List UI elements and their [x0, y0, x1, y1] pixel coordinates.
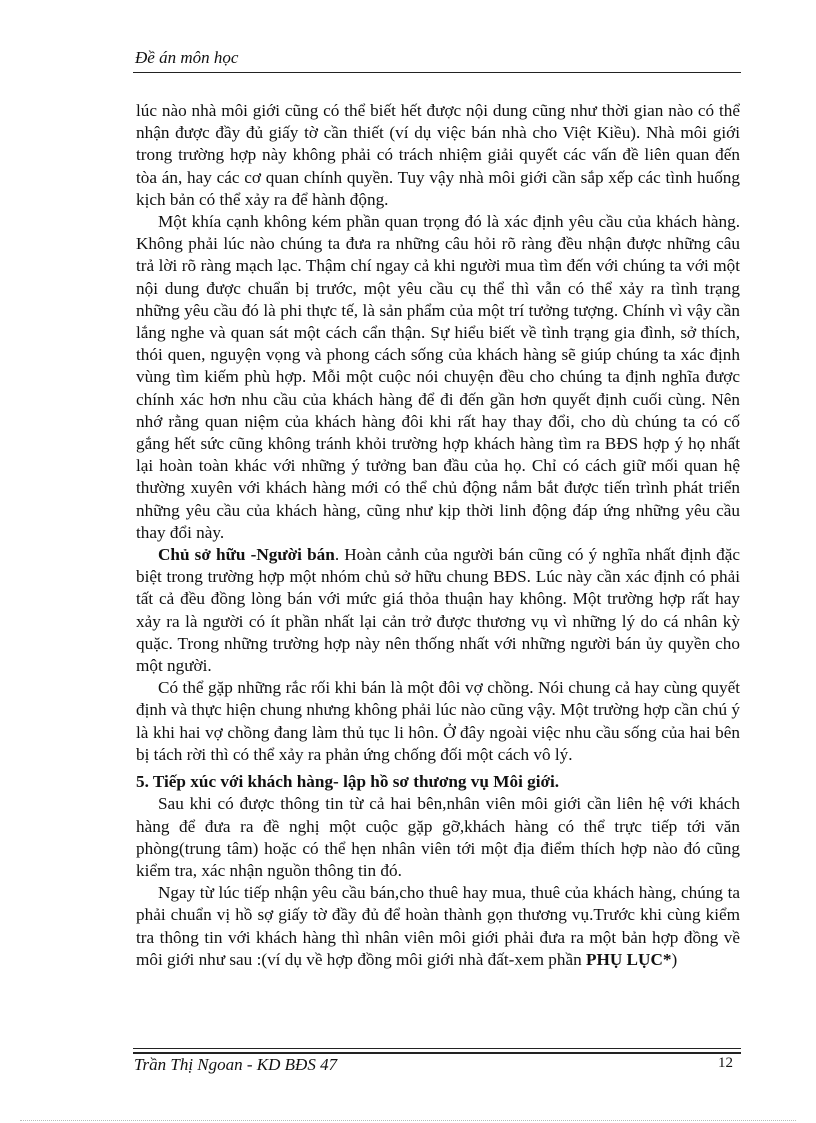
paragraph-6-end: ): [671, 949, 678, 969]
paragraph-6: [136, 882, 740, 971]
paragraph-3: [136, 544, 740, 677]
paragraph-1: lúc nào nhà môi giới cũng có thể biết hết được nội dung cũng như thời gian nào có thể nhận được đầy đủ giấy tờ cần thiết (ví dụ việc bán nhà cho Việt Kiều). Nhà môi giới trong trường hợp này không phải có trách nhiệm giải quyết các vấn đề liên quan đến tòa án, hay các cơ quan chính quyền. Tuy vậy nhà môi giới cần sắp xếp các tình huống kịch bản có thể xảy ra để hành động.: [136, 101, 740, 209]
page-bottom-border: [20, 1120, 796, 1121]
section-heading-5: 5. Tiếp xúc với khách hàng- lập hồ sơ thương vụ Môi giới.: [136, 772, 560, 792]
footer-rule-thick: [133, 1052, 741, 1054]
header-title: Đề án môn học: [135, 48, 239, 67]
paragraph-3-bold-lead: Chủ sở hữu -Người bán: [158, 545, 335, 565]
paragraph-6-bold-ref: PHỤ LỤC*: [585, 949, 672, 969]
paragraph-3-text: . Hoàn cảnh của người bán cũng có ý nghĩa nhất định đặc biệt trong trường hợp một nhóm chủ sở hữu chung BĐS. Lúc này cần xác định có phải tất cả đều đồng lòng bán với mức giá thỏa thuận hay không. Một trường hợp rất hay xảy ra là người có ít phần nhất lại cản trở được thương vụ vì những lý do cá nhân kỳ quặc. Trong những trường hợp này nên thống nhất với những người bán ủy quyền cho một người.: [136, 545, 740, 676]
paragraph-2: Một khía cạnh không kém phần quan trọng đó là xác định yêu cầu của khách hàng. Không phải lúc nào chúng ta đưa ra những câu hỏi rõ ràng đều nhận được những câu trả lời rõ ràng mạch lạc. Thậm chí ngay cả khi người mua tìm đến với chúng ta với một nội dung được chuẩn bị trước, một yêu cầu cụ thể thì vẫn có thể xảy ra tình trạng những yêu cầu đó là phi thực tế, là sản phẩm của một trí tưởng tượng. Chính vì vậy cần lắng nghe và quan sát một cách cẩn thận. Sự hiểu biết về tình trạng gia đình, sở thích, thói quen, nguyện vọng và phong cách sống của khách hàng sẽ giúp chúng ta xác định vùng tìm kiếm phù hợp. Mỗi một cuộc nói chuyện đều cho chúng ta định nghĩa được chính xác hơn nhu cầu của khách hàng để đi đến gần hơn quyết định cuối cùng. Nên nhớ rằng quan niệm của khách hàng đôi khi rất hay thay đổi, cho dù chúng ta có cố gắng hết sức cũng không tránh khỏi trường hợp khách hàng tìm ra BĐS hợp ý họ nhất lại hoàn toàn khác với những ý tưởng ban đầu của họ. Chỉ có cách giữ mối quan hệ thường xuyên với khách hàng mới có thể chủ động nắm bắt được tiến trình phát triển những yêu cầu của khách hàng, cũng như kịp thời linh động đáp ứng những yêu cầu thay đổi này.: [136, 212, 740, 542]
document-body: [136, 100, 740, 971]
page-number: 12: [718, 1055, 733, 1071]
header-rule: [133, 72, 741, 73]
footer-author: Trần Thị Ngoan - KD BĐS 47: [134, 1055, 338, 1074]
footer-rule-thin: [133, 1048, 741, 1049]
paragraph-6-text: Ngay từ lúc tiếp nhận yêu cầu bán,cho thuê hay mua, thuê của khách hàng, chúng ta phải chuẩn vị hồ sợ giấy tờ đầy đủ để hoàn thành gọn thương vụ.Trước khi cùng kiểm tra thông tin với khách hàng thì nhân viên môi giới phải đưa ra một bản hợp đồng về môi giới như sau :(ví dụ về hợp đồng môi giới nhà đất-xem phần: [136, 883, 740, 969]
paragraph-4: Có thể gặp những rắc rối khi bán là một đôi vợ chồng. Nói chung cả hay cùng quyết định và thực hiện chung nhưng không phải lúc nào cũng vậy. Một trường hợp cần chú ý là khi hai vợ chồng đang làm thủ tục li hôn. Ở đây ngoài việc nhu cầu sống của hai bên bị tách rời thì có thể xảy ra phản ứng chống đối một cách vô lý.: [136, 678, 740, 764]
paragraph-5: Sau khi có được thông tin từ cả hai bên,nhân viên môi giới cần liên hệ với khách hàng để đưa ra đề nghị một cuộc gặp gỡ,khách hàng có thể trực tiếp tới văn phòng(trung tâm) hoặc có thể hẹn nhân viên tới một địa điểm thích hợp nào đó cũng kiểm tra, xác nhận nguồn thông tin đó.: [136, 794, 740, 880]
